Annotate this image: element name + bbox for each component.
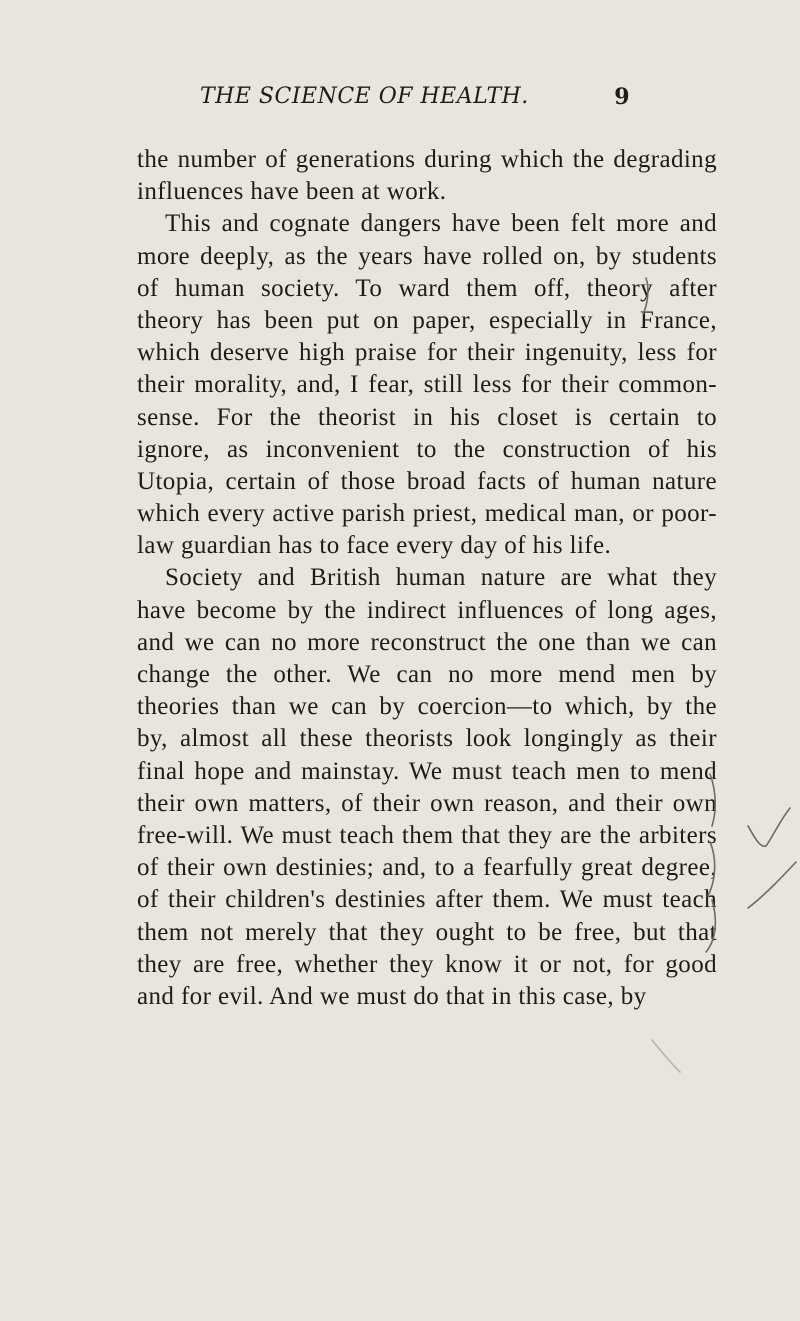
text-line: free-will. We must teach them that they are the arbiters	[137, 821, 717, 849]
text-line: more deeply, as the years have rolled on, by students	[137, 242, 717, 270]
text-line: change the other. We can no more mend men by	[137, 661, 717, 688]
text-line: final hope and mainstay. We must teach men to mend	[137, 757, 717, 785]
text-line: theories than we can by coercion—to which, by the	[137, 693, 717, 721]
text-line: sense. For the theorist in his closet is certain to	[137, 403, 717, 431]
text-line: of their children's destinies after them. We must teach	[137, 886, 717, 914]
text-line: ignore, as inconvenient to the construction of his	[137, 435, 717, 463]
running-head	[200, 84, 630, 118]
text-line: by, almost all these theorists look longingly as their	[137, 725, 717, 753]
text-line: their own matters, of their own reason, and their own	[137, 789, 717, 817]
text-line: and we can no more reconstruct the one than we can	[137, 628, 717, 656]
text-line: have become by the indirect influences of long ages,	[137, 596, 717, 624]
text-line: theory has been put on paper, especially in France,	[137, 306, 717, 334]
text-line: which every active parish priest, medical man, or poor-	[137, 500, 717, 528]
text-line: them not merely that they ought to be free, but that	[137, 918, 717, 946]
text-line: and for evil. And we must do that in this case, by	[137, 982, 647, 1010]
text-line: the number of generations during which the degrading	[137, 146, 717, 173]
text-line: which deserve high praise for their ingenuity, less for	[137, 339, 717, 367]
page-number: 9	[614, 84, 630, 110]
text-line: law guardian has to face every day of his life.	[137, 532, 612, 560]
text-line: their morality, and, I fear, still less for their common-	[137, 371, 717, 399]
text-line: of human society. To ward them off, theory after	[137, 274, 717, 302]
running-title: THE SCIENCE OF HEALTH.	[200, 84, 529, 109]
body-text	[137, 144, 717, 1013]
text-line: of their own destinies; and, to a fearfully great degree,	[137, 854, 717, 882]
text-line: they are free, whether they know it or not, for good	[137, 950, 717, 978]
text-line: This and cognate dangers have been felt more and	[165, 210, 717, 238]
text-line: influences have been at work.	[137, 178, 447, 206]
text-line: Utopia, certain of those broad facts of human nature	[137, 467, 717, 495]
text-line: Society and British human nature are what they	[165, 564, 717, 592]
